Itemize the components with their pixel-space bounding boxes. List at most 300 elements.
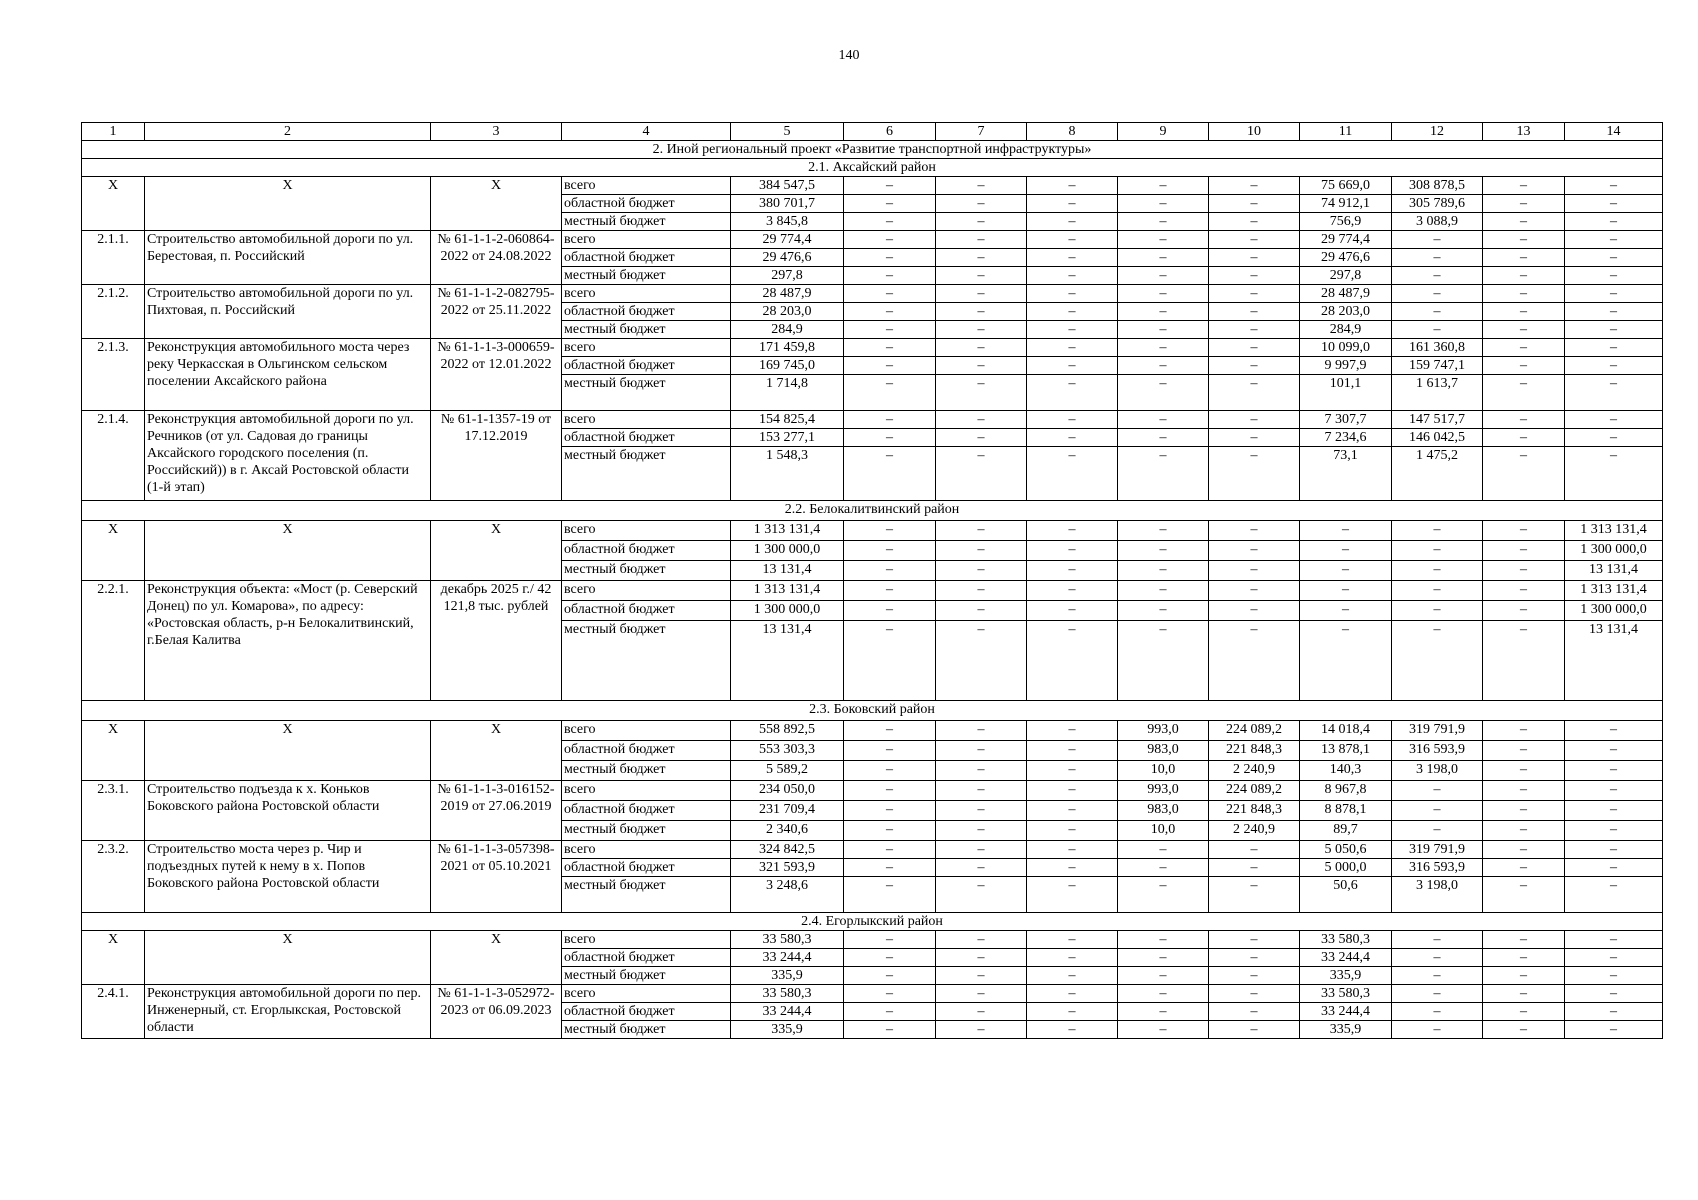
amount-cell: – [1483, 841, 1565, 859]
amount-cell: 983,0 [1118, 741, 1209, 761]
amount-cell: – [1565, 985, 1663, 1003]
item-row [82, 985, 1663, 1003]
amount-cell: 1 714,8 [731, 375, 844, 411]
amount-cell: – [844, 357, 936, 375]
amount-cell: 10 099,0 [1300, 339, 1392, 357]
amount-cell: – [1118, 581, 1209, 601]
amount-cell: – [1483, 721, 1565, 741]
amount-cell: – [1483, 781, 1565, 801]
item-name: Реконструкция автомобильной дороги по ул. Речников (от ул. Садовая до границы Аксайского городского поселения (п. Российский)) в г. Аксай Ростовской области (1-й этап) [145, 411, 431, 501]
amount-cell: – [1565, 781, 1663, 801]
item-number: 2.1.4. [82, 411, 145, 501]
amount-cell: 316 593,9 [1392, 741, 1483, 761]
amount-cell: 1 300 000,0 [731, 601, 844, 621]
amount-cell: 33 580,3 [731, 931, 844, 949]
column-header: 2 [145, 123, 431, 141]
funding-source-label: областной бюджет [562, 541, 731, 561]
amount-cell: 146 042,5 [1392, 429, 1483, 447]
project-title: 2. Иной региональный проект «Развитие транспортной инфраструктуры» [82, 141, 1663, 159]
amount-cell: – [1118, 357, 1209, 375]
amount-cell: – [1483, 375, 1565, 411]
amount-cell: – [844, 841, 936, 859]
amount-cell: – [936, 411, 1027, 429]
funding-source-label: областной бюджет [562, 601, 731, 621]
item-name: Реконструкция автомобильной дороги по пер. Инженерный, ст. Егорлыкская, Ростовской области [145, 985, 431, 1039]
funding-source-label: местный бюджет [562, 213, 731, 231]
amount-cell: – [1118, 339, 1209, 357]
amount-cell: 284,9 [731, 321, 844, 339]
amount-cell: – [1392, 985, 1483, 1003]
amount-cell: – [1209, 859, 1300, 877]
amount-cell: – [1483, 801, 1565, 821]
amount-cell: – [1483, 195, 1565, 213]
amount-cell: – [1118, 967, 1209, 985]
amount-cell: – [1027, 741, 1118, 761]
amount-cell: – [1483, 267, 1565, 285]
amount-cell: – [1483, 541, 1565, 561]
amount-cell: – [936, 321, 1027, 339]
amount-cell: – [1483, 321, 1565, 339]
item-name: Строительство моста через р. Чир и подъездных путей к нему в х. Попов Боковского района Ростовской области [145, 841, 431, 913]
amount-cell: 3 845,8 [731, 213, 844, 231]
amount-cell: 335,9 [731, 1021, 844, 1039]
amount-cell: – [844, 561, 936, 581]
amount-cell: – [844, 967, 936, 985]
amount-cell: – [1209, 213, 1300, 231]
amount-cell: – [1392, 967, 1483, 985]
item-row [82, 581, 1663, 601]
item-number: 2.1.2. [82, 285, 145, 339]
amount-cell: – [936, 267, 1027, 285]
amount-cell: 10,0 [1118, 821, 1209, 841]
amount-cell: 231 709,4 [731, 801, 844, 821]
amount-cell: – [844, 375, 936, 411]
item-row [82, 411, 1663, 429]
amount-cell: – [1392, 1003, 1483, 1021]
amount-cell: – [1118, 285, 1209, 303]
amount-cell: – [1027, 821, 1118, 841]
amount-cell: 3 198,0 [1392, 877, 1483, 913]
amount-cell: – [1392, 781, 1483, 801]
amount-cell: – [1027, 841, 1118, 859]
item-row [82, 231, 1663, 249]
item-name: Реконструкция объекта: «Мост (р. Северский Донец) по ул. Комарова», по адресу: «Ростовская область, р-н Белокалитвинский, г.Белая Калитва [145, 581, 431, 701]
amount-cell: – [1565, 721, 1663, 741]
amount-cell: – [936, 195, 1027, 213]
amount-cell: – [1027, 621, 1118, 701]
amount-cell: – [1209, 841, 1300, 859]
x-mark-name: Х [145, 931, 431, 985]
item-number: 2.2.1. [82, 581, 145, 701]
amount-cell: – [844, 447, 936, 501]
amount-cell: – [1392, 1021, 1483, 1039]
amount-cell: – [1027, 561, 1118, 581]
amount-cell: – [1483, 949, 1565, 967]
amount-cell: 384 547,5 [731, 177, 844, 195]
amount-cell: – [1118, 1021, 1209, 1039]
amount-cell: – [1483, 249, 1565, 267]
district-title-row [82, 701, 1663, 721]
amount-cell: – [1118, 321, 1209, 339]
amount-cell: – [844, 801, 936, 821]
amount-cell: – [1118, 521, 1209, 541]
amount-cell: – [1392, 541, 1483, 561]
amount-cell: – [1565, 447, 1663, 501]
amount-cell: 140,3 [1300, 761, 1392, 781]
amount-cell: – [1209, 321, 1300, 339]
funding-source-label: областной бюджет [562, 429, 731, 447]
x-mark-doc: Х [431, 521, 562, 581]
funding-source-label: областной бюджет [562, 949, 731, 967]
amount-cell: 308 878,5 [1392, 177, 1483, 195]
amount-cell: – [1027, 177, 1118, 195]
funding-source-label: всего [562, 721, 731, 741]
amount-cell: – [1118, 931, 1209, 949]
amount-cell: – [1027, 213, 1118, 231]
amount-cell: – [1392, 621, 1483, 701]
amount-cell: – [936, 781, 1027, 801]
amount-cell: – [1565, 949, 1663, 967]
amount-cell: 28 487,9 [1300, 285, 1392, 303]
funding-source-label: всего [562, 177, 731, 195]
amount-cell: 75 669,0 [1300, 177, 1392, 195]
funding-source-label: всего [562, 931, 731, 949]
amount-cell: – [844, 321, 936, 339]
amount-cell: – [1565, 877, 1663, 913]
amount-cell: 297,8 [1300, 267, 1392, 285]
amount-cell: – [1392, 581, 1483, 601]
amount-cell: – [1027, 541, 1118, 561]
amount-cell: – [1483, 821, 1565, 841]
amount-cell: 5 000,0 [1300, 859, 1392, 877]
amount-cell: 73,1 [1300, 447, 1392, 501]
amount-cell: – [1027, 967, 1118, 985]
amount-cell: – [844, 339, 936, 357]
amount-cell: – [1565, 859, 1663, 877]
amount-cell: – [1209, 1021, 1300, 1039]
x-mark-doc: Х [431, 177, 562, 231]
amount-cell: 553 303,3 [731, 741, 844, 761]
amount-cell: – [1565, 1003, 1663, 1021]
amount-cell: – [1118, 213, 1209, 231]
column-header: 3 [431, 123, 562, 141]
amount-cell: – [1483, 931, 1565, 949]
summary-row [82, 931, 1663, 949]
amount-cell: – [1300, 601, 1392, 621]
district-title: 2.1. Аксайский район [82, 159, 1663, 177]
amount-cell: – [1027, 249, 1118, 267]
amount-cell: – [844, 741, 936, 761]
amount-cell: 29 476,6 [731, 249, 844, 267]
amount-cell: – [1118, 541, 1209, 561]
summary-row [82, 521, 1663, 541]
amount-cell: – [1209, 303, 1300, 321]
amount-cell: – [1209, 447, 1300, 501]
amount-cell: – [1118, 267, 1209, 285]
funding-source-label: областной бюджет [562, 741, 731, 761]
amount-cell: – [1565, 249, 1663, 267]
amount-cell: – [1027, 231, 1118, 249]
amount-cell: – [1483, 1021, 1565, 1039]
funding-source-label: областной бюджет [562, 859, 731, 877]
amount-cell: – [1118, 447, 1209, 501]
table-body [82, 123, 1663, 1039]
amount-cell: – [1565, 285, 1663, 303]
column-header: 12 [1392, 123, 1483, 141]
funding-source-label: всего [562, 285, 731, 303]
amount-cell: – [1209, 561, 1300, 581]
amount-cell: – [936, 985, 1027, 1003]
amount-cell: 3 198,0 [1392, 761, 1483, 781]
amount-cell: – [1209, 541, 1300, 561]
amount-cell: – [1027, 1021, 1118, 1039]
amount-cell: – [1483, 581, 1565, 601]
amount-cell: – [1027, 949, 1118, 967]
amount-cell: 321 593,9 [731, 859, 844, 877]
funding-source-label: всего [562, 411, 731, 429]
amount-cell: 50,6 [1300, 877, 1392, 913]
amount-cell: – [1392, 249, 1483, 267]
amount-cell: – [1118, 601, 1209, 621]
item-document: № 61-1-1-3-000659-2022 от 12.01.2022 [431, 339, 562, 411]
amount-cell: 14 018,4 [1300, 721, 1392, 741]
amount-cell: – [844, 303, 936, 321]
item-row [82, 781, 1663, 801]
amount-cell: 316 593,9 [1392, 859, 1483, 877]
amount-cell: – [844, 195, 936, 213]
item-row [82, 285, 1663, 303]
item-name: Строительство автомобильной дороги по ул. Пихтовая, п. Российский [145, 285, 431, 339]
amount-cell: – [1027, 267, 1118, 285]
amount-cell: – [844, 781, 936, 801]
funding-source-label: местный бюджет [562, 321, 731, 339]
column-header: 14 [1565, 123, 1663, 141]
amount-cell: – [1209, 601, 1300, 621]
amount-cell: – [844, 249, 936, 267]
project-title-row [82, 141, 1663, 159]
funding-source-label: местный бюджет [562, 561, 731, 581]
item-number: 2.1.1. [82, 231, 145, 285]
amount-cell: 29 476,6 [1300, 249, 1392, 267]
amount-cell: – [844, 541, 936, 561]
amount-cell: 7 307,7 [1300, 411, 1392, 429]
amount-cell: – [1300, 561, 1392, 581]
amount-cell: 993,0 [1118, 781, 1209, 801]
amount-cell: – [1300, 581, 1392, 601]
amount-cell: 335,9 [1300, 967, 1392, 985]
amount-cell: 221 848,3 [1209, 801, 1300, 821]
amount-cell: – [1027, 521, 1118, 541]
amount-cell: – [936, 967, 1027, 985]
amount-cell: – [844, 285, 936, 303]
amount-cell: – [936, 447, 1027, 501]
amount-cell: – [1209, 949, 1300, 967]
amount-cell: 33 244,4 [1300, 1003, 1392, 1021]
amount-cell: – [1565, 375, 1663, 411]
funding-source-label: местный бюджет [562, 1021, 731, 1039]
amount-cell: – [1483, 561, 1565, 581]
funding-source-label: всего [562, 841, 731, 859]
item-row [82, 339, 1663, 357]
amount-cell: – [844, 931, 936, 949]
amount-cell: – [1209, 621, 1300, 701]
amount-cell: – [936, 621, 1027, 701]
amount-cell: – [1565, 801, 1663, 821]
item-document: № 61-1-1-3-057398-2021 от 05.10.2021 [431, 841, 562, 913]
amount-cell: – [936, 1003, 1027, 1021]
amount-cell: – [1209, 1003, 1300, 1021]
amount-cell: – [1565, 761, 1663, 781]
amount-cell: – [1300, 541, 1392, 561]
item-document: № 61-1-1-3-052972-2023 от 06.09.2023 [431, 985, 562, 1039]
amount-cell: – [1392, 801, 1483, 821]
amount-cell: 224 089,2 [1209, 721, 1300, 741]
amount-cell: – [1209, 967, 1300, 985]
amount-cell: – [936, 949, 1027, 967]
funding-source-label: всего [562, 781, 731, 801]
amount-cell: – [936, 821, 1027, 841]
amount-cell: – [844, 601, 936, 621]
column-header: 9 [1118, 123, 1209, 141]
amount-cell: – [1027, 721, 1118, 741]
amount-cell: 13 131,4 [731, 561, 844, 581]
amount-cell: – [1483, 447, 1565, 501]
amount-cell: – [1209, 285, 1300, 303]
amount-cell: 13 131,4 [731, 621, 844, 701]
amount-cell: – [1392, 561, 1483, 581]
amount-cell: – [1118, 561, 1209, 581]
amount-cell: 1 548,3 [731, 447, 844, 501]
amount-cell: – [1118, 949, 1209, 967]
amount-cell: 9 997,9 [1300, 357, 1392, 375]
amount-cell: 7 234,6 [1300, 429, 1392, 447]
amount-cell: 13 131,4 [1565, 621, 1663, 701]
amount-cell: – [1392, 231, 1483, 249]
amount-cell: – [1565, 429, 1663, 447]
amount-cell: – [1027, 877, 1118, 913]
amount-cell: 101,1 [1300, 375, 1392, 411]
amount-cell: 1 300 000,0 [1565, 541, 1663, 561]
amount-cell: 2 240,9 [1209, 821, 1300, 841]
district-title-row [82, 913, 1663, 931]
amount-cell: – [1565, 339, 1663, 357]
amount-cell: – [1209, 249, 1300, 267]
amount-cell: 224 089,2 [1209, 781, 1300, 801]
amount-cell: – [1483, 411, 1565, 429]
amount-cell: – [1565, 931, 1663, 949]
amount-cell: – [1392, 303, 1483, 321]
funding-source-label: местный бюджет [562, 877, 731, 913]
amount-cell: – [1027, 859, 1118, 877]
amount-cell: – [936, 877, 1027, 913]
amount-cell: 335,9 [1300, 1021, 1392, 1039]
funding-source-label: местный бюджет [562, 621, 731, 701]
amount-cell: 3 248,6 [731, 877, 844, 913]
amount-cell: – [1392, 521, 1483, 541]
amount-cell: 10,0 [1118, 761, 1209, 781]
funding-source-label: местный бюджет [562, 967, 731, 985]
amount-cell: – [1209, 985, 1300, 1003]
item-number: 2.3.1. [82, 781, 145, 841]
amount-cell: – [1027, 801, 1118, 821]
amount-cell: – [1392, 601, 1483, 621]
amount-cell: – [1565, 967, 1663, 985]
amount-cell: – [936, 541, 1027, 561]
column-header: 7 [936, 123, 1027, 141]
amount-cell: 1 313 131,4 [731, 581, 844, 601]
amount-cell: – [1209, 877, 1300, 913]
amount-cell: – [1118, 375, 1209, 411]
item-name: Реконструкция автомобильного моста через реку Черкасская в Ольгинском сельском поселении Аксайского района [145, 339, 431, 411]
funding-source-label: областной бюджет [562, 249, 731, 267]
amount-cell: – [1027, 357, 1118, 375]
amount-cell: – [936, 601, 1027, 621]
amount-cell: – [1118, 859, 1209, 877]
amount-cell: – [844, 1021, 936, 1039]
amount-cell: 756,9 [1300, 213, 1392, 231]
amount-cell: – [1027, 581, 1118, 601]
amount-cell: – [1209, 267, 1300, 285]
amount-cell: 1 300 000,0 [731, 541, 844, 561]
x-mark-doc: Х [431, 721, 562, 781]
amount-cell: – [1118, 303, 1209, 321]
funding-source-label: областной бюджет [562, 303, 731, 321]
amount-cell: 13 878,1 [1300, 741, 1392, 761]
x-mark-name: Х [145, 521, 431, 581]
amount-cell: – [1118, 231, 1209, 249]
amount-cell: – [1300, 521, 1392, 541]
amount-cell: – [936, 561, 1027, 581]
amount-cell: – [1483, 303, 1565, 321]
amount-cell: 29 774,4 [731, 231, 844, 249]
amount-cell: 169 745,0 [731, 357, 844, 375]
funding-source-label: областной бюджет [562, 801, 731, 821]
amount-cell: – [936, 303, 1027, 321]
amount-cell: – [1565, 303, 1663, 321]
amount-cell: – [844, 267, 936, 285]
amount-cell: – [1483, 741, 1565, 761]
amount-cell: – [844, 949, 936, 967]
amount-cell: – [1392, 285, 1483, 303]
funding-source-label: областной бюджет [562, 195, 731, 213]
amount-cell: 28 203,0 [731, 303, 844, 321]
amount-cell: – [844, 429, 936, 447]
item-name: Строительство подъезда к х. Коньков Боковского района Ростовской области [145, 781, 431, 841]
amount-cell: – [1209, 411, 1300, 429]
funding-source-label: местный бюджет [562, 267, 731, 285]
amount-cell: 13 131,4 [1565, 561, 1663, 581]
amount-cell: – [844, 761, 936, 781]
amount-cell: – [1565, 411, 1663, 429]
amount-cell: – [1392, 267, 1483, 285]
summary-row [82, 177, 1663, 195]
amount-cell: – [1565, 195, 1663, 213]
amount-cell: 159 747,1 [1392, 357, 1483, 375]
column-header: 11 [1300, 123, 1392, 141]
amount-cell: 5 050,6 [1300, 841, 1392, 859]
amount-cell: – [1118, 195, 1209, 213]
amount-cell: – [936, 521, 1027, 541]
amount-cell: 147 517,7 [1392, 411, 1483, 429]
amount-cell: – [844, 821, 936, 841]
item-document: декабрь 2025 г./ 42 121,8 тыс. рублей [431, 581, 562, 701]
amount-cell: 33 580,3 [1300, 985, 1392, 1003]
amount-cell: – [936, 721, 1027, 741]
amount-cell: – [1027, 429, 1118, 447]
amount-cell: – [1209, 195, 1300, 213]
funding-source-label: областной бюджет [562, 357, 731, 375]
amount-cell: – [936, 177, 1027, 195]
